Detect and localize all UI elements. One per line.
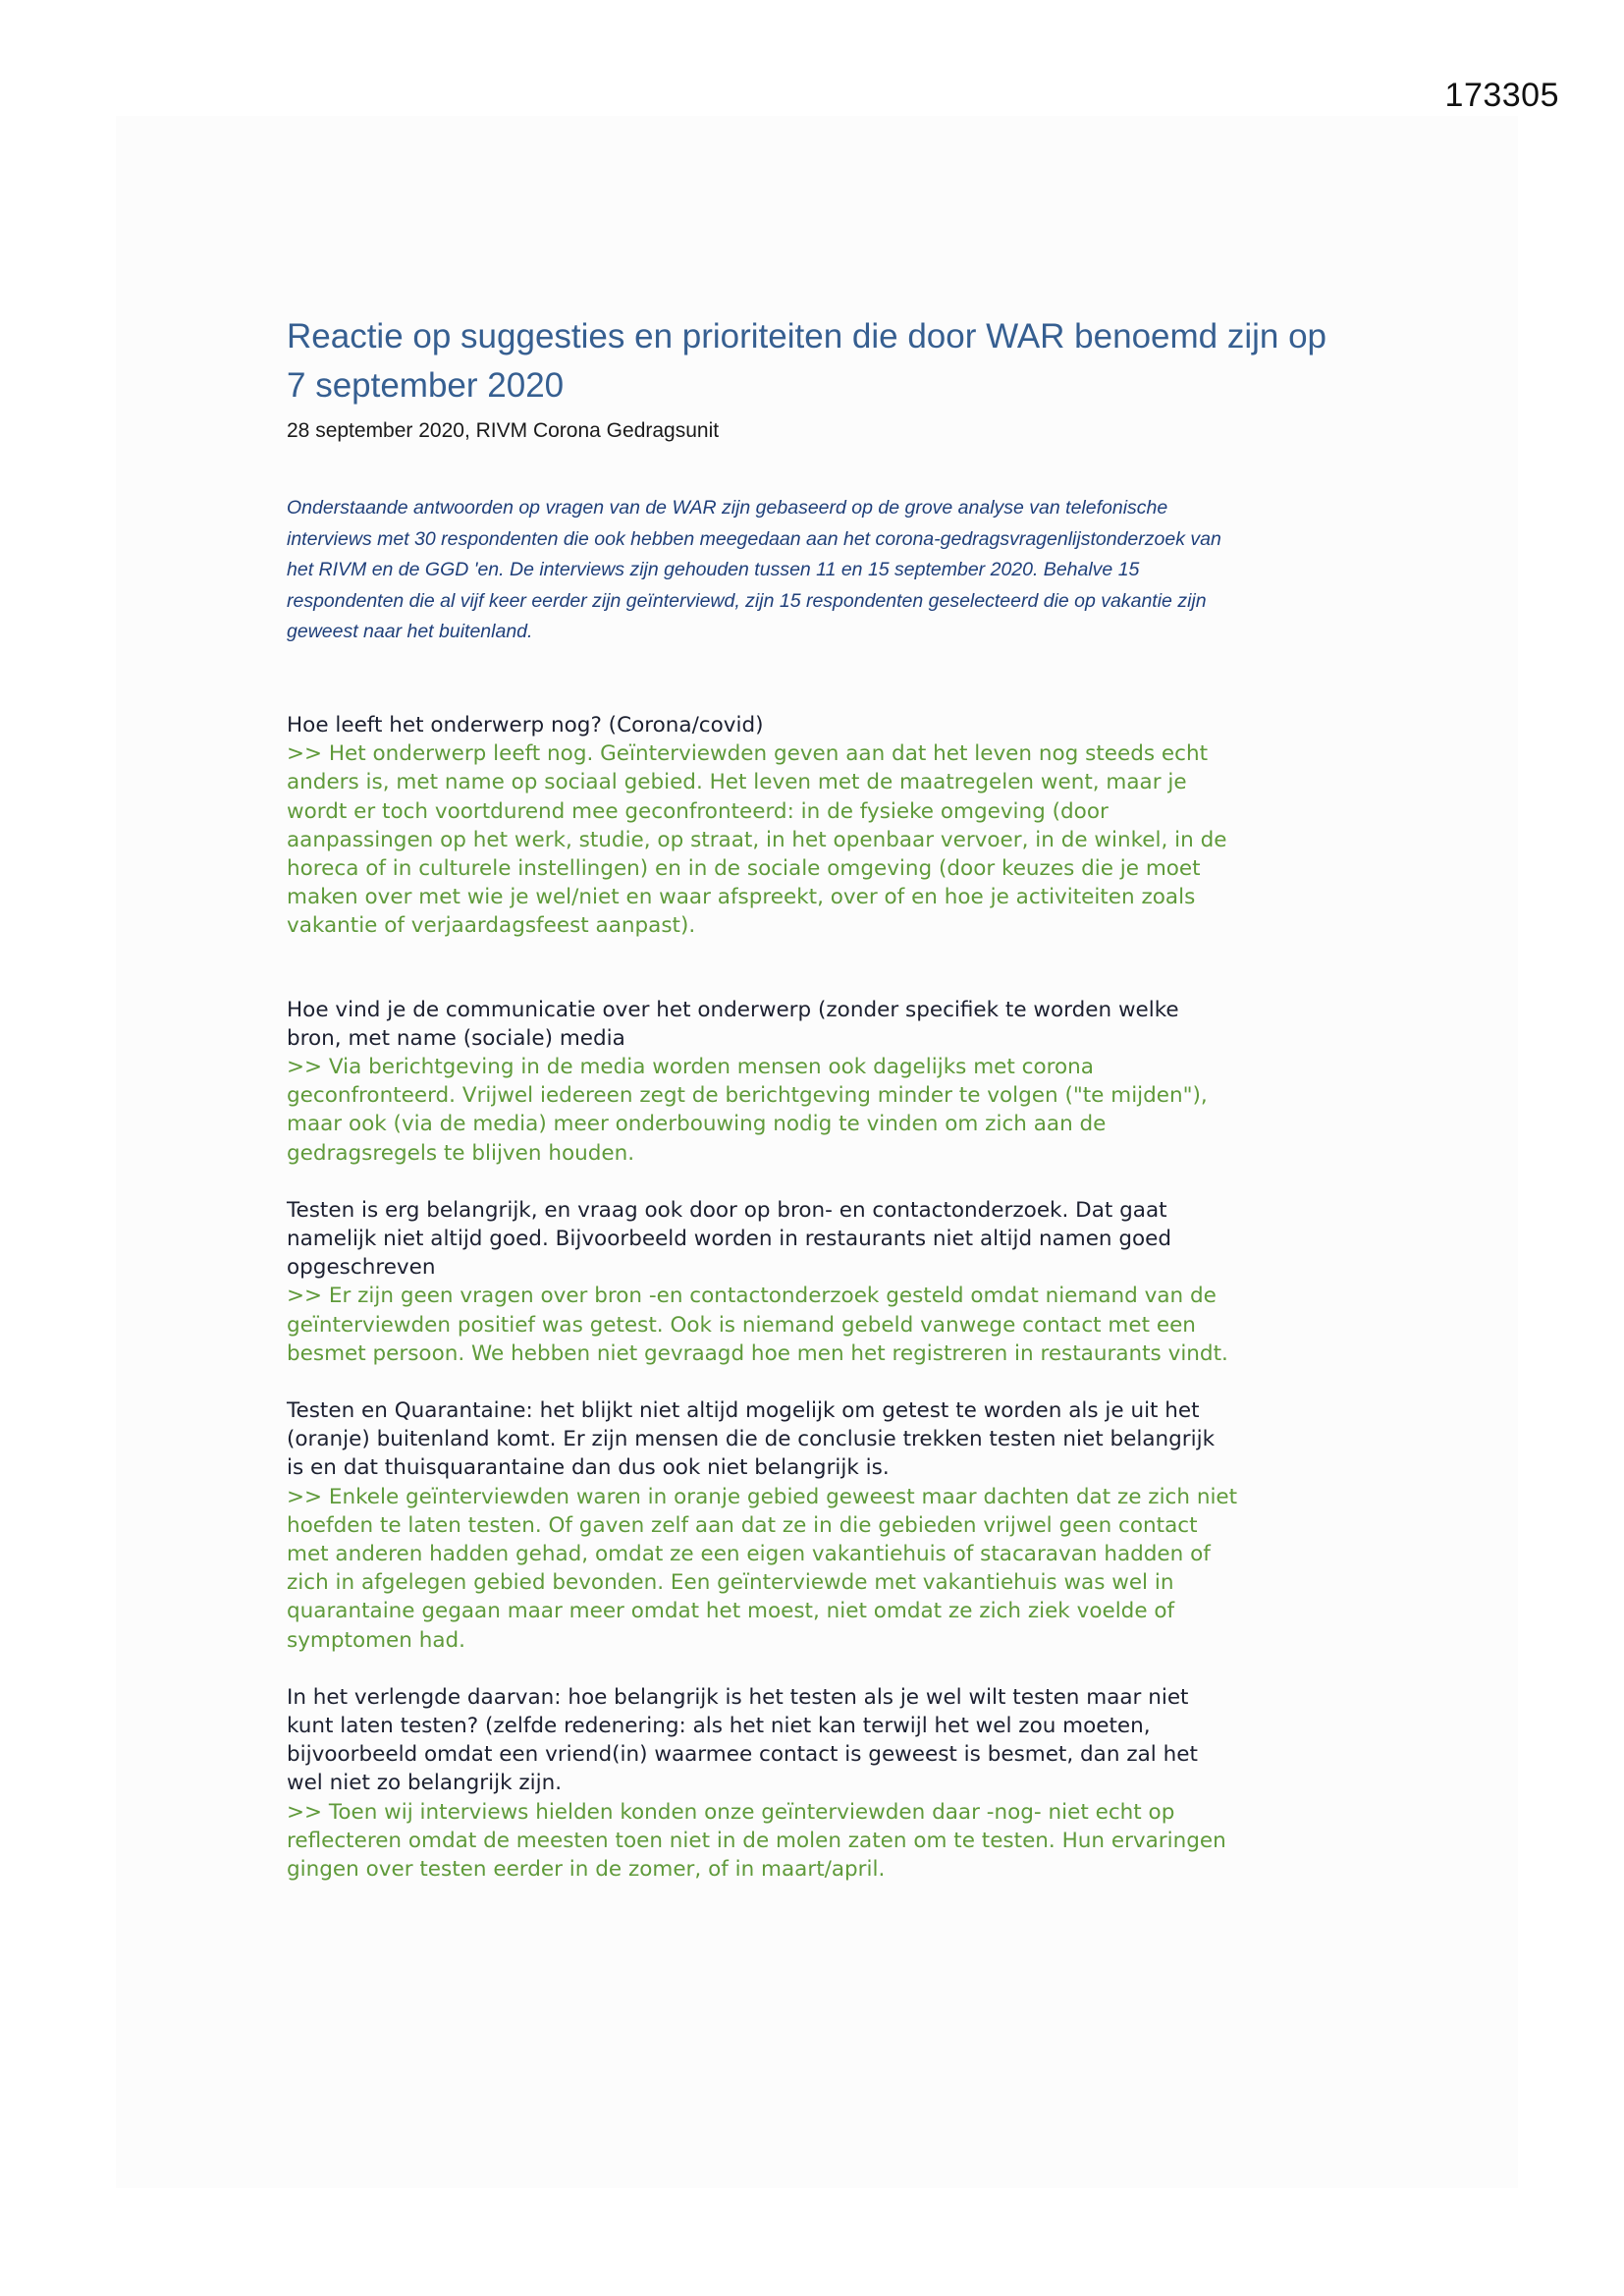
document-body (287, 312, 1367, 1884)
title-line-2: 7 september 2020 (287, 366, 565, 405)
question-1: Hoe leeft het onderwerp nog? (Corona/covid) (287, 712, 764, 738)
qa-section-2 (287, 996, 1367, 1168)
document-title (287, 312, 1367, 410)
question-2: Hoe vind je de communicatie over het onderwerp (zonder specifiek te worden welke bron, met name (sociale) media (287, 997, 1179, 1051)
answer-4: >> Enkele geïnterviewden waren in oranje gebied geweest maar dachten dat ze zich niet hoefden te laten testen. Of gaven zelf aan dat ze in die gebieden vrijwel geen contact met anderen hadden gehad, omdat ze een eigen vakantiehuis of stacaravan hadden of zich in afgelegen gebied bevonden. Een geïnterviewde met vakantiehuis was wel in quarantaine gegaan maar meer omdat het moest, niet omdat ze zich ziek voelde of symptomen had. (287, 1484, 1238, 1653)
question-5: In het verlengde daarvan: hoe belangrijk is het testen als je wel wilt testen maar niet kunt laten testen? (zelfde redenering: als het niet kan terwijl het wel zou moeten, bijvoorbeeld omdat een vriend(in) waarmee contact is geweest is besmet, dan zal het wel niet zo belangrijk zijn. (287, 1684, 1198, 1796)
answer-1: >> Het onderwerp leeft nog. Geïnterviewden geven aan dat het leven nog steeds echt anders is, met name op sociaal gebied. Het leven met de maatregelen went, maar je wordt er toch voortdurend mee geconfronteerd: in de fysieke omgeving (door aanpassingen op het werk, studie, op straat, in het openbaar vervoer, in de winkel, in de horeca of in culturele instellingen) en in de sociale omgeving (door keuzes die je moet maken over met wie je wel/niet en waar afspreekt, over of en hoe je activiteiten zoals vakantie of verjaardagsfeest aanpast). (287, 741, 1227, 939)
intro-paragraph: Onderstaande antwoorden op vragen van de WAR zijn gebaseerd op de grove analyse van telefonische interviews met 30 respondenten die ook hebben meegedaan aan het corona-gedragsvragenlijstonderzoek van het RIVM en de GGD 'en. De interviews zijn gehouden tussen 11 en 15 september 2020. Behalve 15 respondenten die al vijf keer eerder zijn geïnterviewd, zijn 15 respondenten geselecteerd die op vakantie zijn geweest naar het buitenland. (287, 497, 1221, 643)
title-line-1: Reactie op suggesties en prioriteiten die door WAR benoemd zijn op (287, 317, 1327, 355)
document-subtitle: 28 september 2020, RIVM Corona Gedragsunit (287, 419, 720, 442)
answer-3: >> Er zijn geen vragen over bron -en contactonderzoek gesteld omdat niemand van de geïnterviewden positief was getest. Ook is niemand gebeld vanwege contact met een besmet persoon. We hebben niet gevraagd hoe men het registreren in restaurants vindt. (287, 1284, 1228, 1366)
qa-section-1 (287, 711, 1367, 941)
answer-5: >> Toen wij interviews hielden konden onze geïnterviewden daar -nog- niet echt op reflecteren omdat de meesten toen niet in de molen zaten om te testen. Hun ervaringen gingen over testen eerder in de zomer, of in maart/april. (287, 1799, 1226, 1883)
qa-section-4 (287, 1396, 1367, 1655)
qa-section-3 (287, 1196, 1367, 1368)
question-3: Testen is erg belangrijk, en vraag ook door op bron- en contactonderzoek. Dat gaat namelijk niet altijd goed. Bijvoorbeeld worden in restaurants niet altijd namen goed opgeschreven (287, 1197, 1172, 1281)
document-number: 173305 (1444, 77, 1559, 114)
answer-2: >> Via berichtgeving in de media worden mensen ook dagelijks met corona geconfronteerd. Vrijwel iedereen zegt de berichtgeving minder te volgen ("te mijden"), maar ook (via de media) meer onderbouwing nodig te vinden om zich aan de gedragsregels te blijven houden. (287, 1055, 1208, 1166)
qa-section-5 (287, 1683, 1367, 1884)
question-4: Testen en Quarantaine: het blijkt niet altijd mogelijk om getest te worden als je uit het (oranje) buitenland komt. Er zijn mensen die de conclusie trekken testen niet belangrijk is en dat thuisquarantaine dan dus ook niet belangrijk is. (287, 1398, 1216, 1481)
